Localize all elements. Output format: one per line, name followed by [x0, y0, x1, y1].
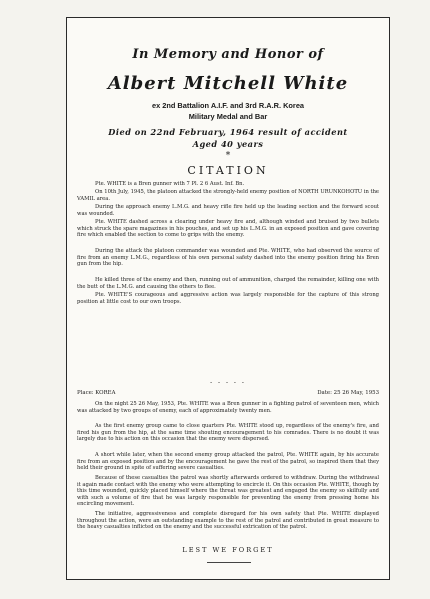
korea-paragraph: A short while later, when the second enemy group attacked the patrol, Pte. WHITE again, by his accurate fire from an exposed position and by the encouragement he gave the rest of the patrol, so inspired them that they held their ground in spite of suffering severe casualties. — [77, 452, 379, 472]
memorial-card — [66, 17, 390, 580]
citation-paragraph: On 10th July, 1945, the platoon attacked the strongly-held enemy position of NORTH URUNKOHOTU in the VAMIL area. — [77, 189, 379, 202]
closing-line: LEST WE FORGET — [182, 546, 274, 554]
age-line: Aged 40 years — [192, 139, 264, 149]
korea-paragraph: On the night 25 26 May, 1953, Pte. WHITE was a Bren gunner in a fighting patrol of seventeen men, which was attacked by two groups of enemy, each of approximately twenty men. — [77, 401, 379, 414]
citation-paragraph: Pte. WHITE is a Bren gunner with 7 Pl. 2 6 Aust. Inf. Bn. — [95, 181, 245, 187]
award-line: Military Medal and Bar — [188, 112, 268, 121]
citation-paragraph: During the attack the platoon commander was wounded and Pte. WHITE, who had observed the source of fire from an enemy L.M.G., regardless of his own personal safety dashed into the enemy position firing his Bren gun from the hip. — [77, 248, 379, 268]
death-line: Died on 22nd February, 1964 result of accident — [108, 127, 348, 137]
citation-paragraph: Pte. WHITE dashed across a clearing under heavy fire and, although winded and bruised by two bullets which struck the spare magazines in his pouches, and set up his L.M.G. in an exposed position and gave covering fire which enabled the section to come to grips with the enemy. — [77, 219, 379, 239]
memory-heading: In Memory and Honor of — [132, 47, 324, 62]
date-label: Date: 25 26 May, 1953 — [317, 390, 379, 396]
citation-paragraph: During the approach enemy L.M.G. and heavy rifle fire held up the leading section and the forward scout was wounded. — [77, 204, 379, 217]
card-content — [77, 24, 379, 573]
korea-paragraph: As the first enemy group came to close quarters Pte. WHITE stood up, regardless of the enemy's fire, and fired his gun from the hip, at the same time shouting encouragement to his comrades. There is no doubt it was largely due to his action on this occasion that the enemy were dispersed. — [77, 423, 379, 443]
korea-paragraph: The initiative, aggressiveness and complete disregard for his own safety that Pte. WHITE displayed throughout the action, were an outstanding example to the rest of the patrol and contributed in great measure to the heavy casualties inflicted on the enemy and the successful extrication of the patrol. — [77, 511, 379, 531]
citation-title: CITATION — [187, 164, 269, 177]
honoree-name: Albert Mitchell White — [107, 73, 349, 94]
closing-rule — [207, 562, 251, 563]
citation-paragraph: Pte. WHITE'S courageous and aggressive action was largely responsible for the capture of this strong position at little cost to our own troops. — [77, 292, 379, 305]
star-ornament: * — [225, 151, 231, 161]
place-label: Place: KOREA — [77, 390, 116, 396]
section-divider: - - - - - — [210, 379, 246, 386]
korea-paragraph: Because of these casualties the patrol was shortly afterwards ordered to withdraw. During the withdrawal it again made contact with the enemy who were attempting to encircle it. On this occasion Pte. WHITE, though by this time wounded, quickly placed himself where the threat was greatest and engaged the enemy so skilfully and with such a volume of fire that he was largely responsible for preventing the enemy from pressing home his encircling movement. — [77, 475, 379, 508]
citation-paragraph: He killed three of the enemy and then, running out of ammunition, charged the remainder, killing one with the butt of the L.M.G. and causing the others to flee. — [77, 277, 379, 290]
unit-line: ex 2nd Battalion A.I.F. and 3rd R.A.R. Korea — [151, 101, 305, 110]
